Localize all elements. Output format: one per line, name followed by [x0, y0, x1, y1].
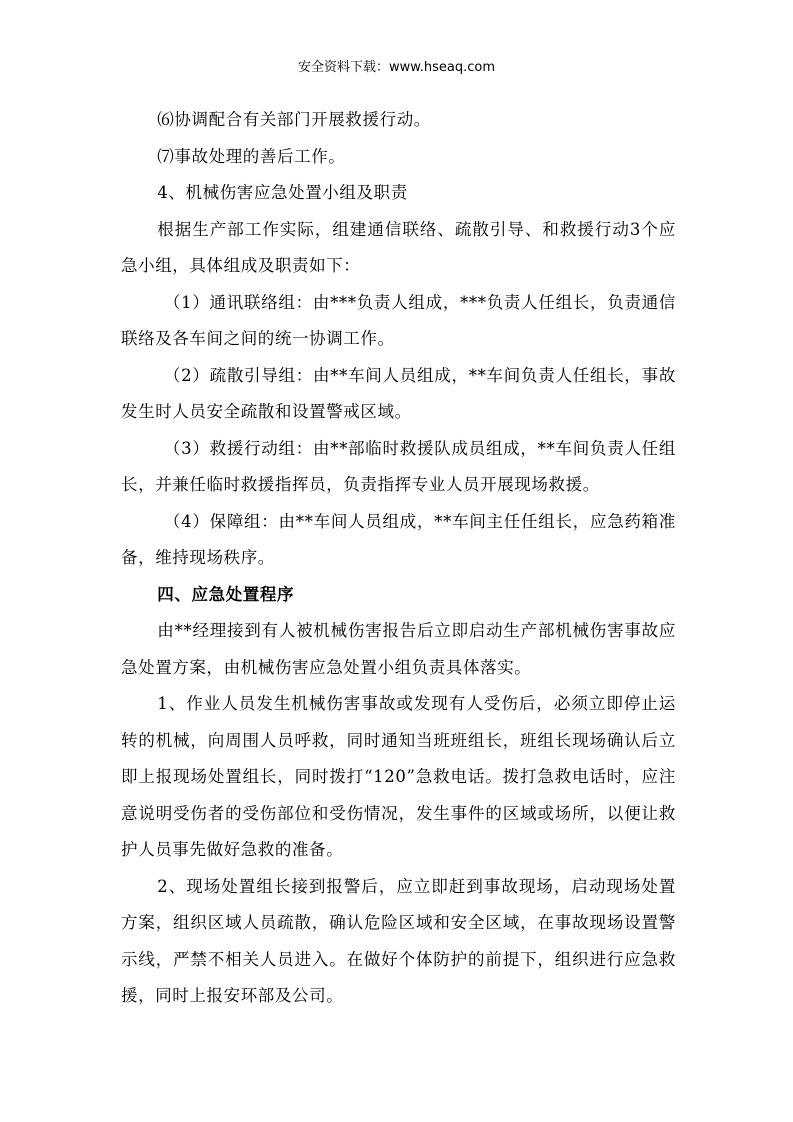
section-heading-4: 4、机械伤害应急处置小组及职责 — [157, 183, 408, 202]
paragraph-group-3: （3）救援行动组：由**部临时救援队成员组成，**车间负责人任组长，并兼任临时救援指挥员，负责指挥专业人员开展现场救援。 — [121, 438, 676, 494]
paragraph-group-4: （4）保障组：由**车间人员组成，**车间主任任组长，应急药箱准备，维持现场秩序。 — [121, 511, 676, 567]
section-heading-procedure: 四、应急处置程序 — [157, 584, 295, 604]
document-body — [121, 102, 676, 1015]
paragraph-procedure-2: 2、现场处置组长接到报警后，应立即赶到事故现场，启动现场处置方案，组织区域人员疏散，确认危险区域和安全区域，在事故现场设置警示线，严禁不相关人员进入。在做好个体防护的前提下，组织进行应急救援，同时上报安环部及公司。 — [121, 876, 676, 1005]
paragraph-item-6: ⑹协调配合有关部门开展救援行动。 — [157, 110, 431, 129]
paragraph-group-2: （2）疏散引导组：由**车间人员组成，**车间负责人任组长，事故发生时人员安全疏散和设置警戒区域。 — [121, 365, 676, 421]
page-header: 安全资料下载：www.hseaq.com — [298, 60, 495, 75]
paragraph-procedure-intro: 由**经理接到有人被机械伤害报告后立即启动生产部机械伤害事故应急处置方案，由机械伤害应急处置小组负责具体落实。 — [121, 621, 676, 677]
paragraph-item-7: ⑺事故处理的善后工作。 — [157, 146, 346, 166]
paragraph-intro: 根据生产部工作实际，组建通信联络、疏散引导、和救援行动3个应急小组，具体组成及职责如下： — [121, 219, 676, 275]
paragraph-procedure-1: 1、作业人员发生机械伤害事故或发现有人受伤后，必须立即停止运转的机械，向周围人员呼救，同时通知当班班组长，班组长现场确认后立即上报现场处置组长，同时拨打“120”急救电话。拨打急救电话时，应注意说明受伤者的受伤部位和受伤情况，发生事件的区域或场所，以便让救护人员事先做好急救的准备。 — [121, 694, 676, 859]
paragraph-group-1: （1）通讯联络组：由***负责人组成，***负责人任组长，负责通信联络及各车间之间的统一协调工作。 — [121, 292, 676, 348]
